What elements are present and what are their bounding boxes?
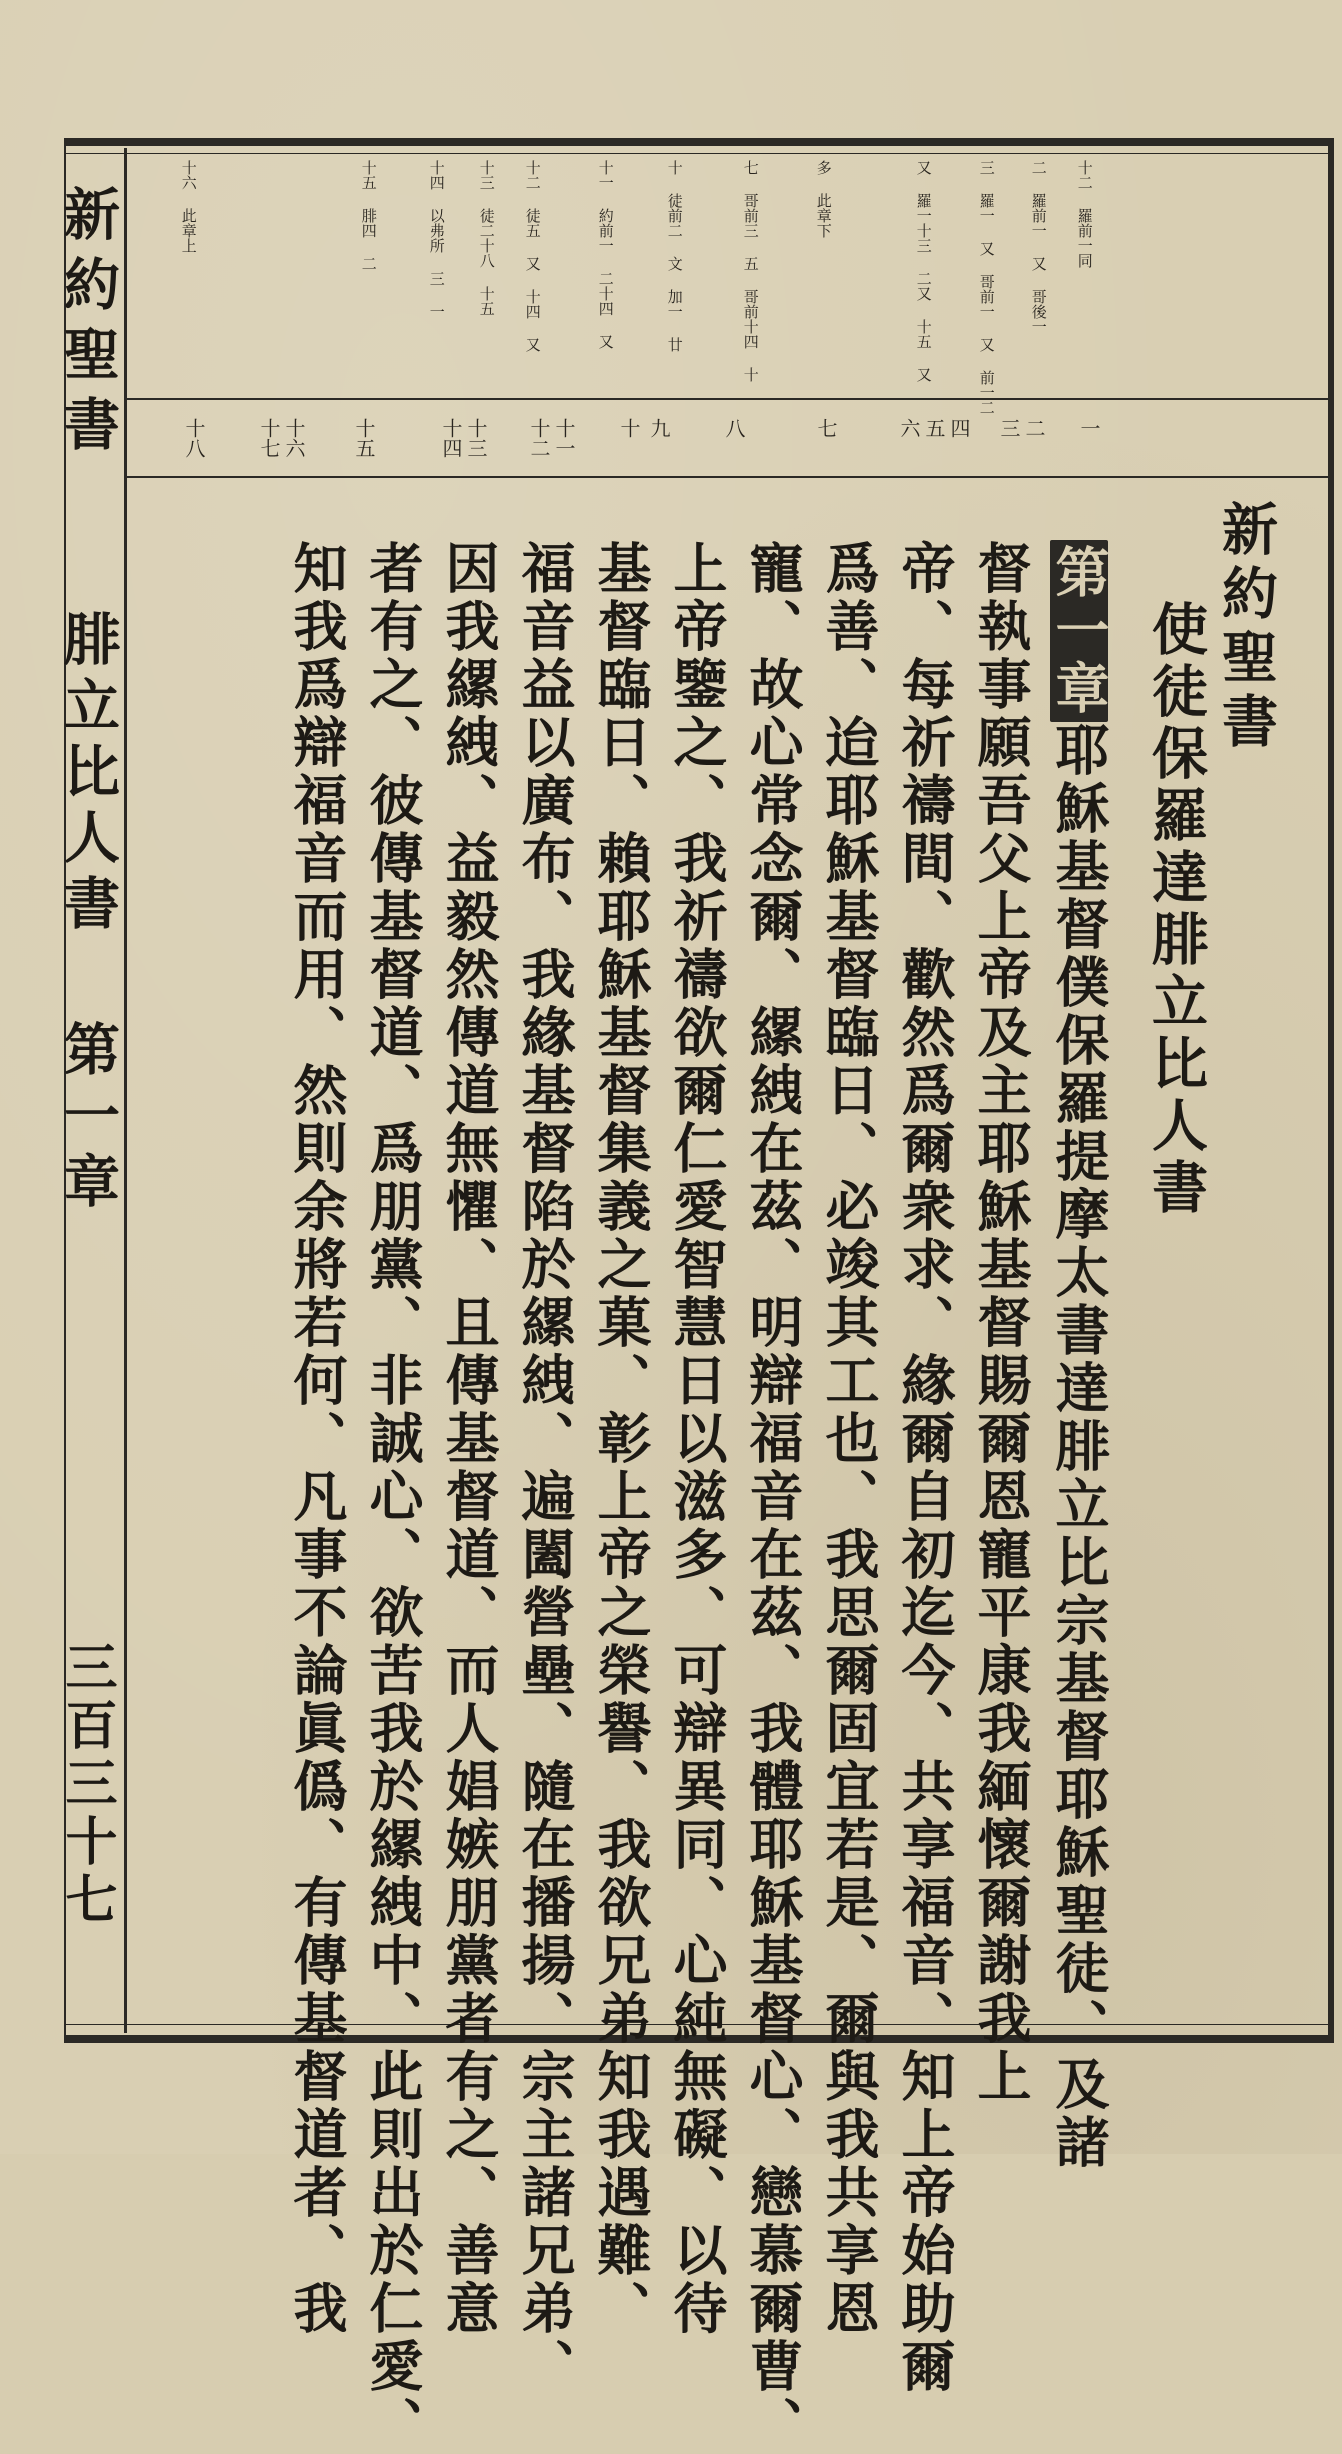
verse-number: 十七 xyxy=(257,418,281,458)
verse-number: 二 xyxy=(1022,418,1046,438)
text-column-8: 福音益以廣布、我緣基督陷於縲絏、遍闔營壘、隨在播揚、宗主諸兄弟、 xyxy=(513,540,577,2396)
text-column-5: 寵、故心常念爾、縲絏在茲、明辯福音在茲、我體耶穌基督心、戀慕爾曹、 xyxy=(741,540,805,2454)
text-column-9: 因我縲絏、益毅然傳道無懼、且傳基督道、而人娼嫉朋黨者有之、善意 xyxy=(437,540,501,2338)
verse-number: 十五 xyxy=(352,418,376,458)
text-column-6: 上帝鑒之、我祈禱欲爾仁愛智慧日以滋多、可辯異同、心純無礙、以待 xyxy=(665,540,729,2338)
verse-number: 三 xyxy=(997,418,1021,438)
verse-number: 一 xyxy=(1077,418,1101,438)
text-column-2: 督執事願吾父上帝及主耶穌基督賜爾恩寵平康我緬懷爾謝我上 xyxy=(969,540,1033,2106)
book-title: 使徒保羅達腓立比人書 xyxy=(1143,600,1209,1220)
reference-note: 七 哥前三 五 哥前十四 十 xyxy=(741,160,760,382)
verse-number: 十一 xyxy=(552,418,576,458)
reference-divider-top xyxy=(126,398,1330,400)
reference-note: 十一 約前一 二十四 又 xyxy=(596,160,615,349)
verse-number: 十八 xyxy=(182,418,206,458)
reference-note: 十四 以弗所 三 一 xyxy=(427,160,446,319)
verse-number: 十 xyxy=(617,418,641,438)
frame-inner-rule-top xyxy=(66,153,1330,154)
reference-note: 二 羅前一 又 哥後一 xyxy=(1029,160,1048,334)
verse-number: 九 xyxy=(647,418,671,438)
reference-note: 十六 此章上 xyxy=(179,160,198,253)
verse-number: 十三 xyxy=(464,418,488,458)
reference-note: 十二 羅前一同 xyxy=(1075,160,1094,268)
reference-divider-bottom xyxy=(126,476,1330,478)
reference-note: 多 此章下 xyxy=(814,160,833,238)
page-title: 新約聖書 xyxy=(1213,500,1279,756)
margin-chapter: 第一章 xyxy=(55,1020,121,1218)
text-column-10: 者有之、彼傳基督道、爲朋黨、非誠心、欲苦我於縲絏中、此則出於仁愛、 xyxy=(361,540,425,2454)
chapter-tag: 第一章 xyxy=(1050,540,1108,722)
verse-number: 十四 xyxy=(439,418,463,458)
reference-note: 三 羅一 又 哥前一 又 前一二 xyxy=(977,160,996,415)
reference-note: 十 徒前二 文 加一 廿 xyxy=(665,160,684,352)
verse-number: 十六 xyxy=(282,418,306,458)
text-column-11: 知我爲辯福音而用、然則余將若何、凡事不論眞僞、有傳基督道者、我 xyxy=(285,540,349,2338)
margin-title: 新約聖書 xyxy=(55,185,121,465)
reference-note: 十三 徒二十八 十五 xyxy=(477,160,496,316)
text-column-3: 帝、每祈禱間、歡然爲爾衆求、緣爾自初迄今、共享福音、知上帝始助爾 xyxy=(893,540,957,2396)
verse-number: 六 xyxy=(897,418,921,438)
page-number: 三百三十七 xyxy=(56,1640,117,1930)
text-column-7: 基督臨日、賴耶穌基督集義之菓、彰上帝之榮譽、我欲兄弟知我遇難、 xyxy=(589,540,653,2338)
reference-note: 十五 腓四 二 xyxy=(359,160,378,271)
verse-number: 八 xyxy=(722,418,746,438)
text-line: 耶穌基督僕保羅提摩太書達腓立比宗基督耶穌聖徒、及諸 xyxy=(1047,722,1111,2172)
reference-note: 十二 徒五 又 十四 又 xyxy=(523,160,542,352)
reference-note: 又 羅一十三 二又 十五 又 xyxy=(914,160,933,382)
margin-divider xyxy=(124,148,127,2033)
verse-number: 五 xyxy=(922,418,946,438)
text-column-1 xyxy=(1047,540,1111,2172)
margin-book-name: 腓立比人書 xyxy=(55,610,121,940)
verse-number: 四 xyxy=(947,418,971,438)
verse-number: 十二 xyxy=(527,418,551,458)
text-column-4: 爲善、迨耶穌基督臨日、必竣其工也、我思爾固宜若是、爾與我共享恩 xyxy=(817,540,881,2338)
verse-number: 七 xyxy=(814,418,838,438)
